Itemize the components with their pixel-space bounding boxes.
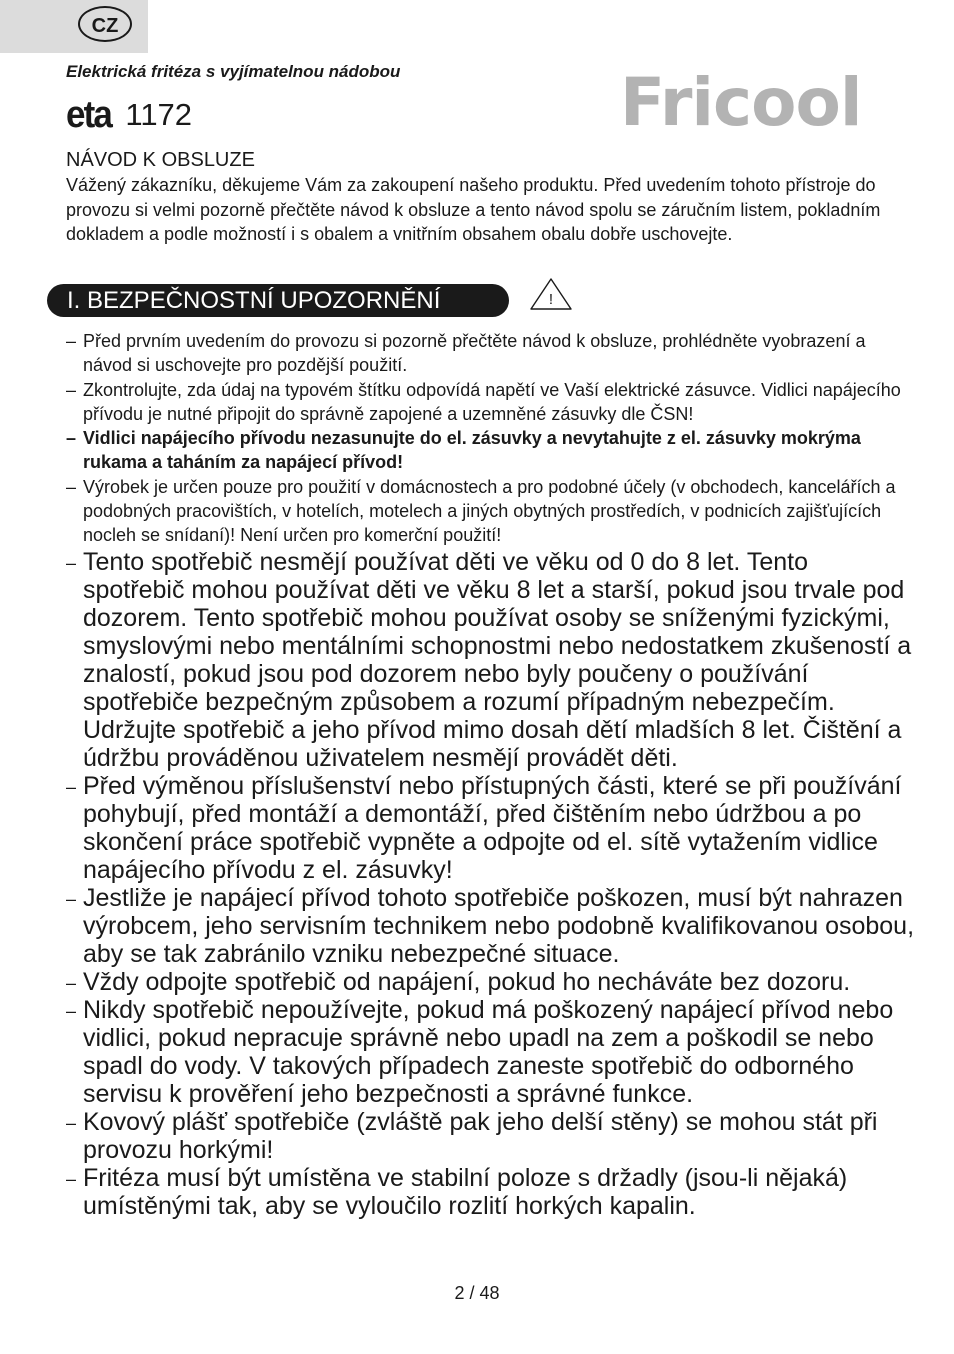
bullet-dash: –: [66, 476, 77, 497]
bullet-dash: –: [66, 331, 77, 351]
safety-item: [66, 475, 916, 548]
product-subtitle: Elektrická fritéza s vyjímatelnou nádobou: [66, 62, 401, 81]
brand-row: [66, 94, 192, 142]
bullet-dash: –: [66, 552, 77, 573]
bullet-dash: –: [66, 888, 77, 909]
safety-item-text: Fritéza musí být umístěna ve stabilní poloze s držadly (jsou-li nějaká) umístěnými tak, aby se vyloučilo rozlití horkých kapalin.: [83, 1163, 848, 1220]
safety-item-bold: [66, 426, 916, 475]
safety-item: [66, 378, 916, 427]
bullet-dash: –: [66, 428, 77, 449]
safety-item-large: [66, 1164, 916, 1220]
bullet-dash: –: [66, 1000, 77, 1021]
bullet-dash: –: [66, 972, 77, 993]
safety-item-text: Tento spotřebič nesmějí používat děti ve věku od 0 do 8 let. Tento spotřebič mohou používat děti ve věku 8 let a starší, pokud jsou trvale pod dozorem. Tento spotřebič mohou používat osoby se sníženými fyzickými, smyslovými nebo mentálními schopnostmi nebo nedostatkem zkušeností a znalostí, pokud jsou pod dozorem nebo byly poučeny o používání spotřebiče bezpečným způsobem a rozumí případným nebezpečím. Udržujte spotřebič a jeho přívod mimo dosah dětí mladších 8 let. Čištění a údržbu prováděnou uživatelem nesmějí provádět děti.: [83, 547, 912, 772]
safety-item: [66, 329, 916, 378]
safety-item-large: [66, 548, 916, 772]
product-logo: Fricool: [620, 64, 862, 141]
manual-heading: NÁVOD K OBSLUZE: [66, 149, 255, 171]
safety-item-large: [66, 968, 916, 996]
bullet-dash: –: [66, 379, 77, 400]
safety-item-text: Vždy odpojte spotřebič od napájení, pokud ho necháváte bez dozoru.: [83, 967, 851, 996]
intro-paragraph: Vážený zákazníku, děkujeme Vám za zakoupení našeho produktu. Před uvedením tohoto přístroje do provozu si velmi pozorně přečtěte návod k obsluze a tento návod spolu se záručním listem, pokladním dokladem a podle možností i s obalem a vnitřním obsahem obalu dobře uschovejte.: [66, 175, 881, 244]
warning-exclamation: !: [548, 291, 554, 308]
bullet-dash: –: [66, 776, 77, 797]
eta-logo: eta: [66, 94, 112, 136]
safety-item-text: Jestliže je napájecí přívod tohoto spotřebiče poškozen, musí být nahrazen výrobcem, jeho servisním technikem nebo podobně kvalifikovanou osobou, aby se tak zabránilo vzniku nebezpečné situace.: [83, 883, 915, 968]
warning-triangle-icon: [529, 277, 573, 311]
language-badge: CZ: [78, 6, 132, 42]
safety-item-text: Nikdy spotřebič nepoužívejte, pokud má poškozený napájecí přívod nebo vidlici, pokud nepracuje správně nebo upadl na zem a poškodil se nebo spadl do vody. V takových případech zaneste spotřebič do odborného servisu k prověření jeho bezpečnosti a správné funkce.: [83, 995, 894, 1108]
bullet-dash: –: [66, 1168, 77, 1189]
safety-list: [66, 329, 916, 1220]
model-number: 1172: [125, 97, 193, 132]
bullet-dash: –: [66, 1112, 77, 1133]
safety-item-large: [66, 772, 916, 884]
language-tab: [0, 0, 148, 53]
safety-item-text: Vidlici napájecího přívodu nezasunujte do el. zásuvky a nevytahujte z el. zásuvky mokrýma rukama a taháním za napájecí přívod!: [83, 428, 861, 473]
safety-item-large: [66, 884, 916, 968]
safety-item-text: Před prvním uvedením do provozu si pozorně přečtěte návod k obsluze, prohlédněte vyobrazení a návod si uschovejte pro pozdější použití.: [83, 331, 866, 376]
safety-item-text: Před výměnou příslušenství nebo přístupných části, které se při používání pohybují, před montáží a demontáží, před čištěním nebo údržbou a po skončení práce spotřebič vypněte a odpojte od el. sítě vytažením vidlice napájecího přívodu z el. zásuvky!: [83, 771, 902, 884]
safety-item-text: Kovový plášť spotřebiče (zvláště pak jeho delší stěny) se mohou stát při provozu horkými!: [83, 1107, 878, 1164]
section-header: [47, 284, 509, 317]
page-number: 2 / 48: [454, 1283, 500, 1303]
safety-item-large: [66, 996, 916, 1108]
safety-item-text: Výrobek je určen pouze pro použití v domácnostech a pro podobné účely (v obchodech, kancelářích a podobných pracovištích, v hotelích, motelech a jiných obytných prostředích, v podnicích zajišťujících nocleh se snídaní)! Není určen pro komerční použití!: [83, 476, 896, 546]
safety-item-large: [66, 1108, 916, 1164]
section-title: I. BEZPEČNOSTNÍ UPOZORNĚNÍ: [67, 287, 441, 314]
safety-item-text: Zkontrolujte, zda údaj na typovém štítku odpovídá napětí ve Vaší elektrické zásuvce. Vidlici napájecího přívodu je nutné připojit do správně zapojené a uzemněné zásuvky dle ČSN!: [83, 379, 901, 424]
